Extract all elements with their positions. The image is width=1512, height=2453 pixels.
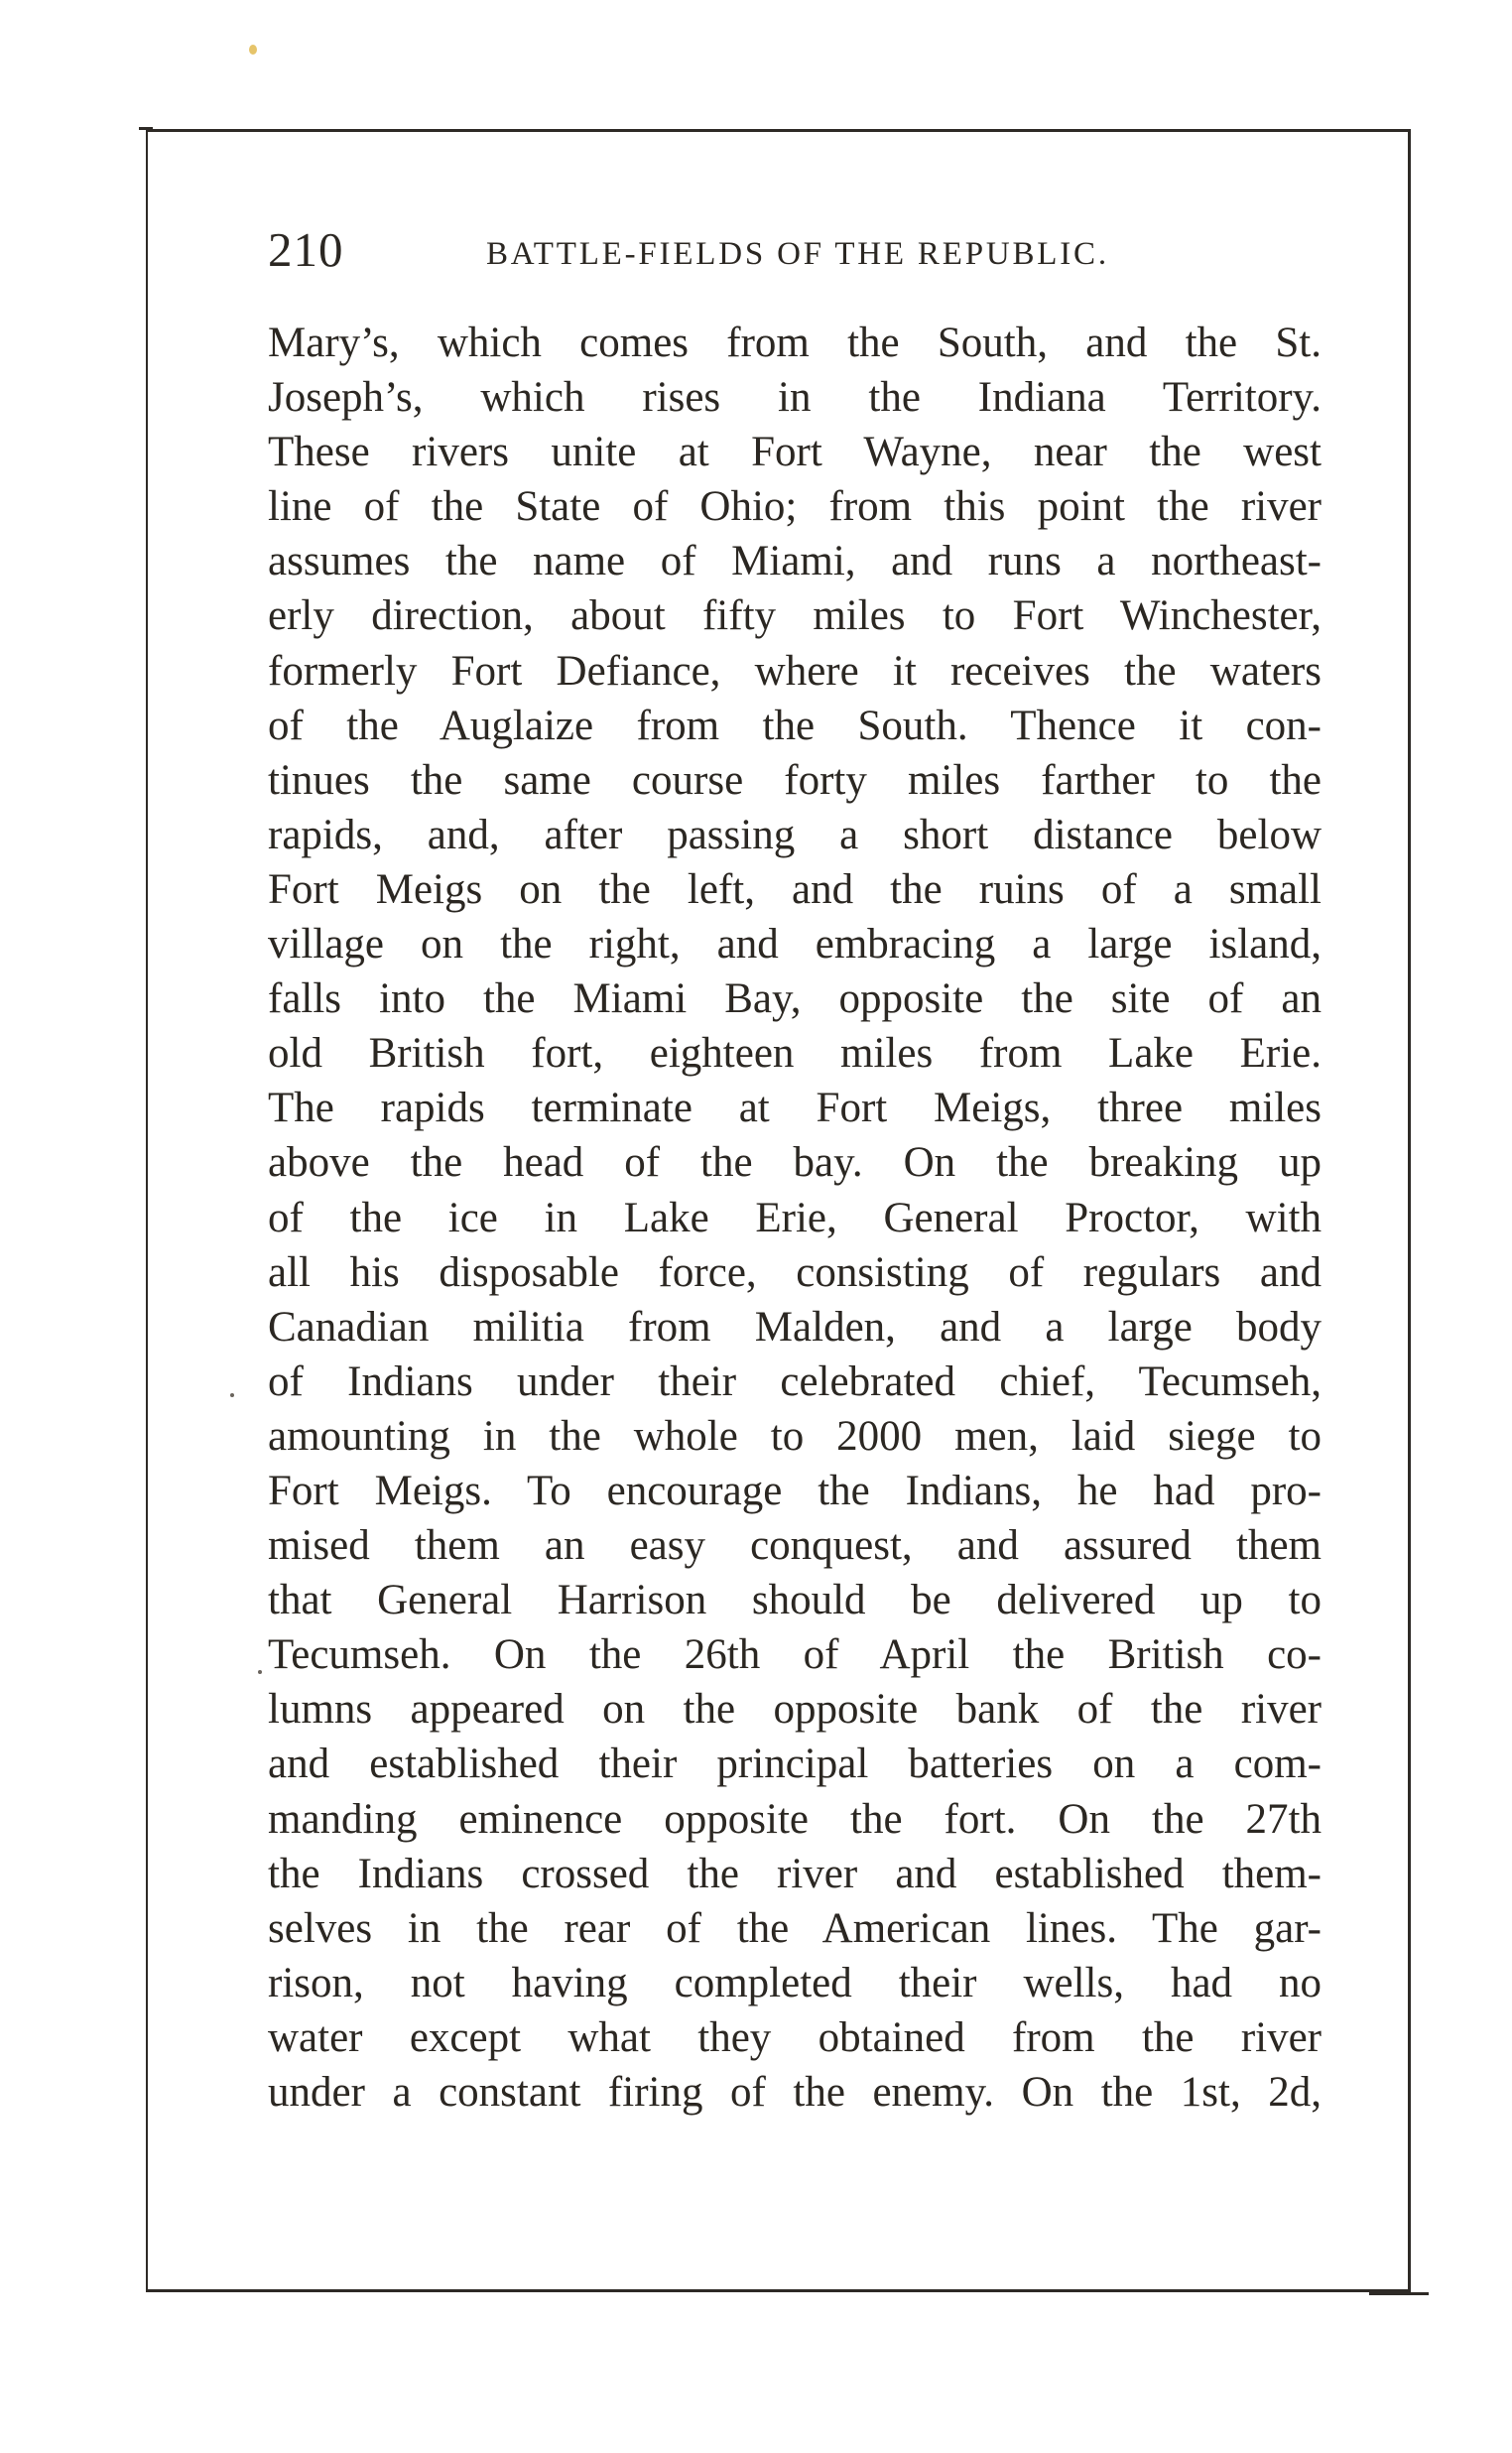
text-line: rison, not having completed their wells, had no	[268, 1959, 1322, 2006]
text-line: and established their principal batteries on a com-	[268, 1741, 1322, 1788]
paper-speck	[249, 45, 257, 55]
text-line: all his disposable force, consisting of regulars and	[268, 1248, 1322, 1296]
text-line: Fort Meigs on the left, and the ruins of a small	[268, 865, 1322, 913]
page-number: 210	[268, 222, 344, 277]
running-title: BATTLE-FIELDS OF THE REPUBLIC.	[486, 236, 1109, 272]
text-line: village on the right, and embracing a large island,	[268, 921, 1322, 968]
text-line: water except what they obtained from the river	[268, 2013, 1322, 2061]
text-line: These rivers unite at Fort Wayne, near the west	[268, 429, 1322, 476]
text-line: Fort Meigs. To encourage the Indians, he had pro-	[268, 1467, 1322, 1514]
margin-mark	[230, 1393, 234, 1397]
text-line: lumns appeared on the opposite bank of the river	[268, 1686, 1322, 1734]
text-line: falls into the Miami Bay, opposite the site of an	[268, 975, 1322, 1023]
text-line: selves in the rear of the American lines. The gar-	[268, 1904, 1322, 1952]
text-line: amounting in the whole to 2000 men, laid siege to	[268, 1412, 1322, 1460]
text-line: under a constant firing of the enemy. On the 1st, 2d,	[268, 2069, 1322, 2116]
text-line: the Indians crossed the river and established them-	[268, 1850, 1322, 1897]
page-header	[268, 220, 1161, 280]
text-line: of Indians under their celebrated chief, Tecumseh,	[268, 1357, 1322, 1405]
text-line: rapids, and, after passing a short distance below	[268, 811, 1322, 858]
text-line: formerly Fort Defiance, where it receives the waters	[268, 647, 1322, 695]
frame-rule-bottom-tail	[1369, 2292, 1429, 2295]
text-line: Joseph’s, which rises in the Indiana Territory.	[268, 374, 1322, 422]
text-line: that General Harrison should be delivered up to	[268, 1577, 1322, 1624]
text-line: of the ice in Lake Erie, General Proctor, with	[268, 1194, 1322, 1241]
text-line: The rapids terminate at Fort Meigs, three miles	[268, 1085, 1322, 1132]
text-line: line of the State of Ohio; from this point the river	[268, 483, 1322, 531]
text-line: manding eminence opposite the fort. On the 27th	[268, 1795, 1322, 1843]
text-line: of the Auglaize from the South. Thence it con-	[268, 702, 1322, 749]
text-line: assumes the name of Miami, and runs a northeast-	[268, 538, 1322, 585]
text-line: Mary’s, which comes from the South, and the St.	[268, 320, 1322, 366]
text-line: tinues the same course forty miles farther to the	[268, 756, 1322, 804]
text-line: old British fort, eighteen miles from Lake Erie.	[268, 1030, 1322, 1078]
text-line: Canadian militia from Malden, and a large body	[268, 1303, 1322, 1351]
text-line: mised them an easy conquest, and assured them	[268, 1522, 1322, 1570]
body-text	[268, 316, 1322, 2120]
text-line: erly direction, about fifty miles to Fort Winchester,	[268, 592, 1322, 640]
margin-mark	[258, 1670, 262, 1674]
text-line: above the head of the bay. On the breaking up	[268, 1139, 1322, 1187]
text-line: Tecumseh. On the 26th of April the British co-	[268, 1631, 1322, 1679]
